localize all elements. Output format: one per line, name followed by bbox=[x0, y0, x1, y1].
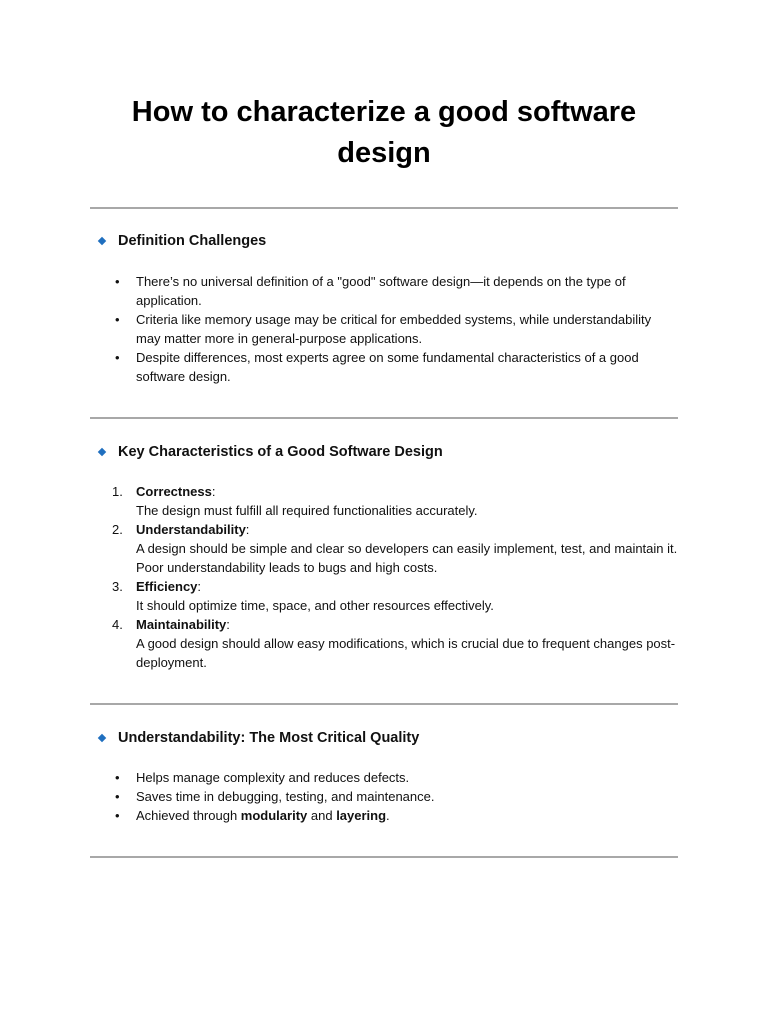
term: Efficiency bbox=[136, 579, 198, 594]
list-number: 4. bbox=[112, 617, 123, 632]
section-heading bbox=[97, 730, 419, 746]
section-heading-text: Understandability: The Most Critical Quality bbox=[118, 730, 420, 746]
divider bbox=[90, 856, 678, 858]
term-colon: : bbox=[197, 579, 202, 594]
divider bbox=[90, 703, 678, 705]
list-item-prefix: Achieved through bbox=[136, 808, 241, 823]
list-item bbox=[112, 482, 678, 520]
list-item bbox=[112, 272, 678, 310]
section-heading bbox=[97, 233, 266, 249]
term: Understandability bbox=[136, 522, 246, 537]
section-heading-text: Key Characteristics of a Good Software Design bbox=[118, 444, 443, 460]
term-colon: : bbox=[226, 617, 230, 632]
list-item-text: Helps manage complexity and reduces defects. bbox=[136, 770, 410, 785]
numbered-list bbox=[112, 482, 678, 672]
section-heading bbox=[97, 444, 443, 460]
term-description: The design must fulfill all required functionalities accurately. bbox=[136, 503, 478, 518]
divider bbox=[90, 417, 678, 419]
bullet-dot-icon: • bbox=[115, 312, 120, 327]
list-item-text: There’s no universal definition of a "good" software design—it depends on the type of application. bbox=[136, 274, 626, 308]
section-heading-text: Definition Challenges bbox=[118, 233, 267, 249]
list-item-text: Saves time in debugging, testing, and maintenance. bbox=[136, 789, 435, 804]
list-item-text: Despite differences, most experts agree on some fundamental characteristics of a good software design. bbox=[136, 350, 639, 384]
bullet-dot-icon: • bbox=[115, 350, 120, 365]
bold-term-modularity: modularity bbox=[240, 808, 308, 823]
list-item-suffix: . bbox=[386, 808, 390, 823]
bullet-dot-icon: • bbox=[115, 808, 120, 823]
term-description: It should optimize time, space, and other resources effectively. bbox=[136, 598, 494, 613]
list-item bbox=[112, 806, 678, 825]
list-item-text: Criteria like memory usage may be critical for embedded systems, while understandability may matter more in general-purpose applications. bbox=[136, 312, 652, 346]
diamond-bullet-icon bbox=[98, 237, 106, 245]
list-number: 1. bbox=[112, 484, 123, 499]
page-title bbox=[0, 92, 768, 174]
list-number: 3. bbox=[112, 579, 123, 594]
bullet-dot-icon: • bbox=[115, 789, 120, 804]
bullet-list bbox=[112, 768, 678, 825]
list-item bbox=[112, 577, 678, 615]
term-colon: : bbox=[211, 484, 216, 499]
bullet-list bbox=[112, 272, 678, 386]
term-colon: : bbox=[245, 522, 250, 537]
list-item bbox=[112, 615, 678, 672]
bold-term-layering: layering bbox=[336, 808, 387, 823]
term-description: A good design should allow easy modifications, which is crucial due to frequent changes post-deployment. bbox=[136, 636, 676, 670]
list-item bbox=[112, 348, 678, 386]
term-description: A design should be simple and clear so developers can easily implement, test, and maintain it. Poor understandability leads to bugs and high costs. bbox=[136, 541, 678, 575]
diamond-bullet-icon bbox=[98, 448, 106, 456]
page-title-text: How to characterize a good software design bbox=[131, 96, 637, 169]
bullet-dot-icon: • bbox=[115, 770, 120, 785]
list-number: 2. bbox=[112, 522, 123, 537]
list-item bbox=[112, 520, 678, 577]
term: Correctness bbox=[136, 484, 212, 499]
term: Maintainability bbox=[136, 617, 227, 632]
list-item bbox=[112, 787, 678, 806]
bullet-dot-icon: • bbox=[115, 274, 120, 289]
divider bbox=[90, 207, 678, 209]
list-item-middle: and bbox=[307, 808, 337, 823]
list-item bbox=[112, 768, 678, 787]
list-item bbox=[112, 310, 678, 348]
diamond-bullet-icon bbox=[98, 734, 106, 742]
